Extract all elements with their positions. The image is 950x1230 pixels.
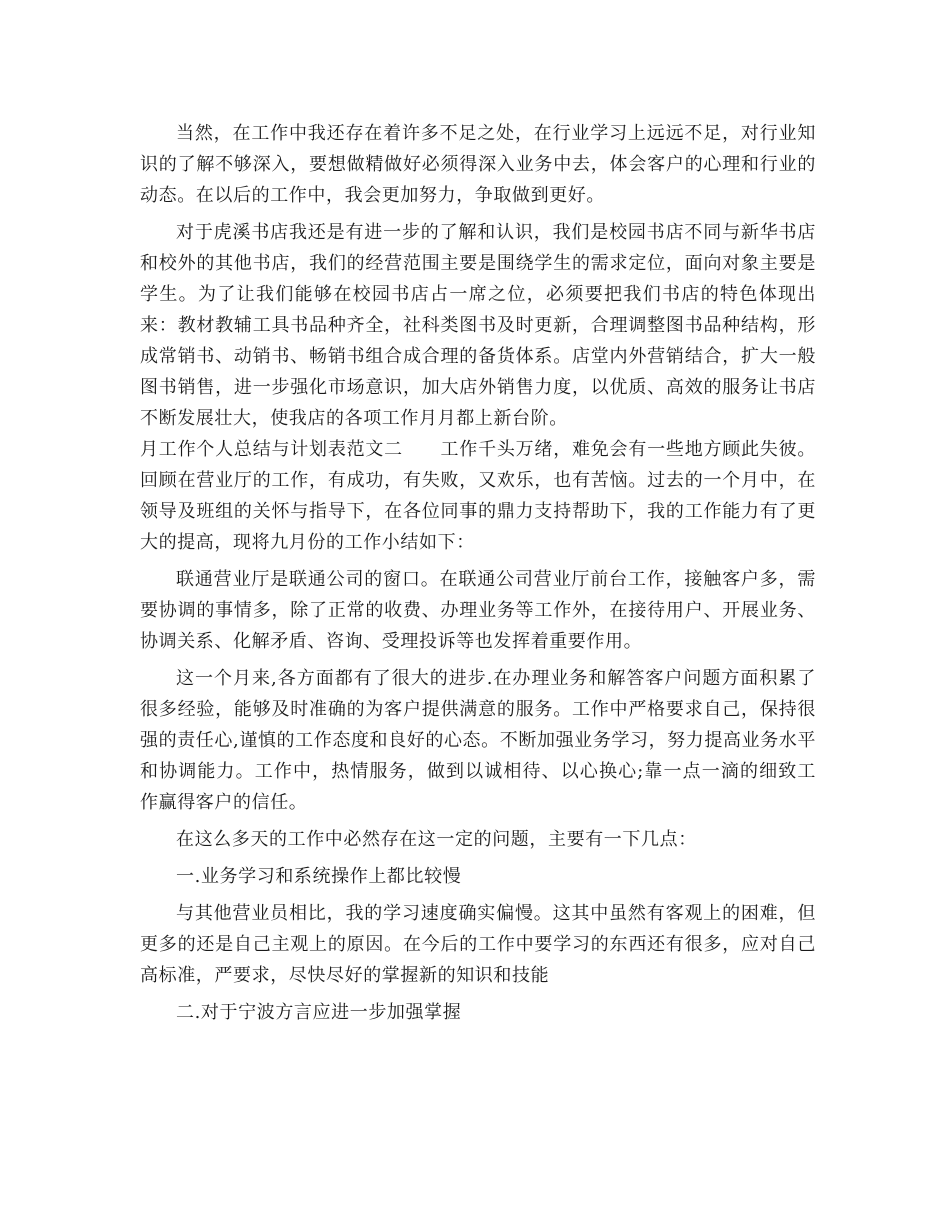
paragraph-problems-intro: 在这么多天的工作中必然存在这一定的问题，主要有一下几点：: [176, 829, 697, 850]
paragraph-sample-two-intro: 月工作个人总结与计划表范文二 工作千头万绪，难免会有一些地方顾此失彼。回顾在营业厅的工作，有成功，有失败，又欢乐，也有苦恼。过去的一个月中，在领导及班组的关怀与指导下，在各位同事的鼎力支持帮助下，我的工作能力有了更大的提高，现将九月份的工作小结如下：: [140, 439, 816, 553]
document-body: [140, 118, 816, 1028]
paragraph-unicom-hall: 联通营业厅是联通公司的窗口。在联通公司营业厅前台工作，接触客户多，需要协调的事情多，除了正常的收费、办理业务等工作外，在接待用户、开展业务、协调关系、化解矛盾、咨询、受理投诉等也发挥着重要作用。: [140, 569, 816, 652]
heading-problem-two: 二.对于宁波方言应进一步加强掌握: [176, 1002, 462, 1023]
heading-problem-one: 一.业务学习和系统操作上都比较慢: [176, 866, 462, 887]
paragraph-huxi-bookstore: 对于虎溪书店我还是有进一步的了解和认识，我们是校园书店不同与新华书店和校外的其他书店，我们的经营范围主要是围绕学生的需求定位，面向对象主要是学生。为了让我们能够在校园书店占一席之位，必须要把我们书店的特色体现出来：教材教辅工具书品种齐全，社科类图书及时更新，合理调整图书品种结构，形成常销书、动销书、畅销书组合成合理的备货体系。店堂内外营销结合，扩大一般图书销售，进一步强化市场意识，加大店外销售力度，以优质、高效的服务让书店不断发展壮大，使我店的各项工作月月都上新台阶。: [140, 222, 816, 429]
paragraph-problem-one-detail: 与其他营业员相比，我的学习速度确实偏慢。这其中虽然有客观上的困难，但更多的还是自己主观上的原因。在今后的工作中要学习的东西还有很多，应对自己高标准，严要求，尽快尽好的掌握新的知识和技能: [140, 903, 816, 986]
paragraph-shortcomings: 当然，在工作中我还存在着许多不足之处，在行业学习上远远不足，对行业知识的了解不够深入，要想做精做好必须得深入业务中去，体会客户的心理和行业的动态。在以后的工作中，我会更加努力，争取做到更好。: [140, 123, 816, 206]
paragraph-monthly-progress: 这一个月来,各方面都有了很大的进步.在办理业务和解答客户问题方面积累了很多经验，能够及时准确的为客户提供满意的服务。工作中严格要求自己，保持很强的责任心,谨慎的工作态度和良好的心态。不断加强业务学习，努力提高业务水平和协调能力。工作中，热情服务，做到以诚相待、以心换心;靠一点一滴的细致工作赢得客户的信任。: [140, 668, 816, 813]
